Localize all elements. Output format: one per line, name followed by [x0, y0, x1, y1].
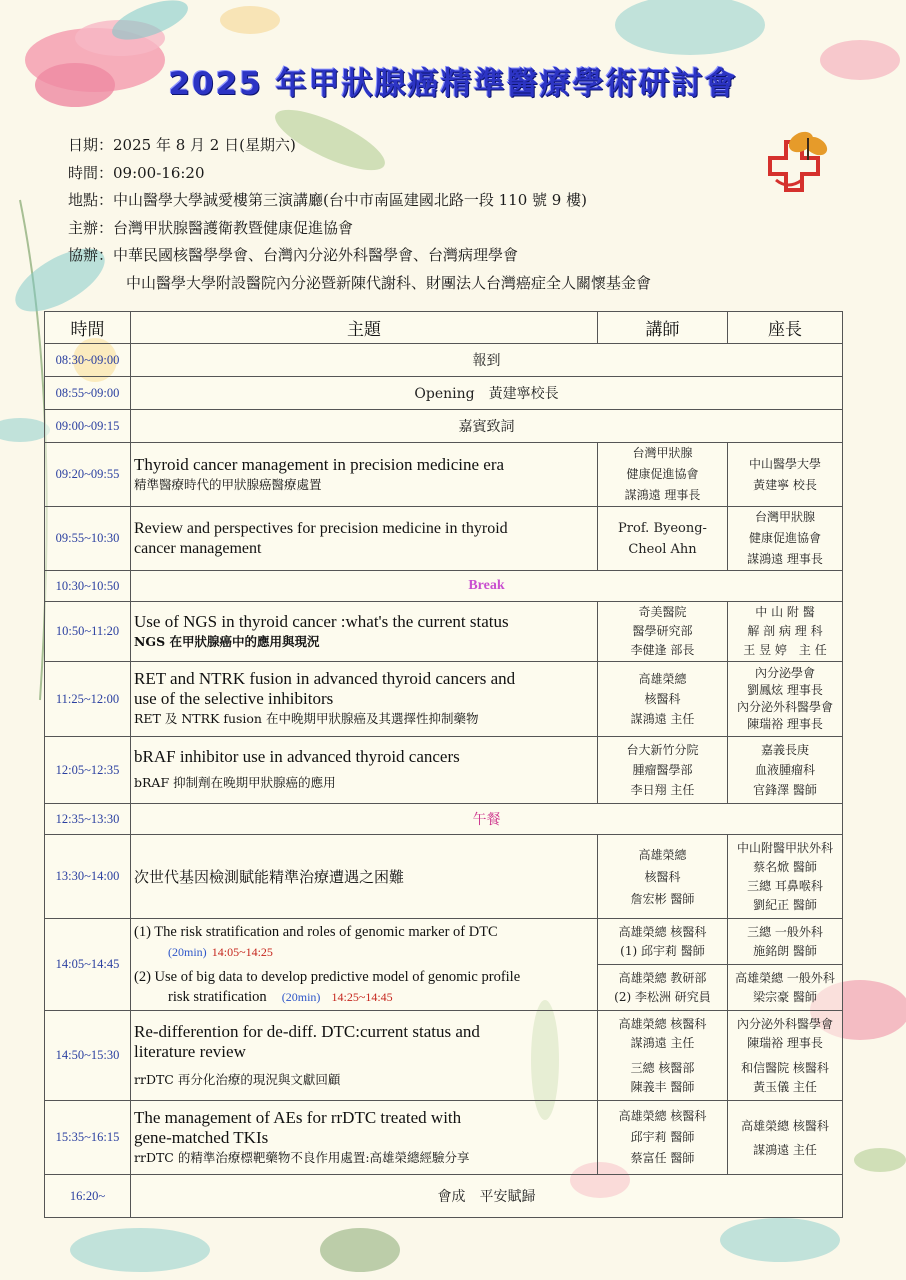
session-topic — [131, 919, 598, 1011]
session-time: 12:05~12:35 — [45, 737, 131, 804]
speaker-line: 詹宏彬 醫師 — [630, 891, 695, 906]
session-time: 10:30~10:50 — [45, 571, 131, 602]
topic-english: RET and NTRK fusion in advanced thyroid cancers and — [134, 669, 516, 688]
chair-line: 三總 一般外科 — [747, 924, 823, 939]
speaker-line: 台灣甲狀腺 — [632, 446, 693, 460]
session-speaker — [598, 737, 728, 804]
chair-line: 健康促進協會 — [748, 531, 821, 545]
topic-english: The management of AEs for rrDTC treated with — [134, 1107, 462, 1127]
chair-line: 內分泌外科醫學會 — [736, 1016, 833, 1031]
session-time: 15:35~16:15 — [45, 1101, 131, 1175]
session-time: 14:05~14:45 — [45, 919, 131, 1011]
session-topic — [131, 507, 598, 571]
chair-line: 謀鴻遠 理事長 — [747, 552, 823, 566]
topic-english-cont: gene-matched TKIs — [134, 1127, 269, 1147]
item-1-time: 14:05~14:25 — [211, 945, 273, 959]
schedule-table — [44, 311, 843, 1218]
table-row — [45, 1175, 843, 1218]
speaker-line: 高雄榮總 — [638, 672, 687, 686]
speaker-line: 三總 核醫部 — [630, 1060, 695, 1075]
speaker-line: 奇美醫院 — [638, 605, 687, 619]
session-chair — [728, 737, 843, 804]
topic-chinese: 次世代基因檢測賦能精準治療遭遇之困難 — [134, 867, 405, 886]
event-co-host-2: 中山醫學大學附設醫院內分泌暨新陳代謝科、財團法人台灣癌症全人關懷基金會 — [126, 273, 652, 292]
speaker-line: 腫瘤醫學部 — [632, 763, 693, 777]
session-topic — [131, 443, 598, 507]
session-chair — [728, 1011, 843, 1101]
session-topic — [131, 737, 598, 804]
session-time: 10:50~11:20 — [45, 602, 131, 662]
session-title: 會成 平安賦歸 — [131, 1175, 843, 1218]
session-speaker — [598, 662, 728, 737]
speaker-line: Prof. Byeong- — [618, 520, 707, 536]
event-host: 主辦：台灣甲狀腺醫護衛教暨健康促進協會 — [68, 218, 354, 237]
session-topic — [131, 835, 598, 919]
session-time: 09:00~09:15 — [45, 410, 131, 443]
session-speaker — [598, 1011, 728, 1101]
chair-line: 陳瑞裕 理事長 — [747, 1035, 823, 1050]
topic-chinese: RET 及 NTRK fusion 在中晚期甲狀腺癌及其選擇性抑制藥物 — [134, 711, 479, 726]
topic-chinese: NGS 在甲狀腺癌中的應用與現況 — [134, 633, 320, 649]
chair-line: 梁宗豪 醫師 — [753, 989, 817, 1004]
topic-english: Use of NGS in thyroid cancer :what's the current status — [134, 611, 509, 631]
chair-line: 劉紀正 醫師 — [753, 897, 817, 912]
table-row — [45, 377, 843, 410]
speaker-line: 謀鴻遠 理事長 — [624, 488, 701, 502]
speaker-line: 健康促進協會 — [626, 467, 699, 481]
table-row — [45, 919, 843, 965]
topic-english: bRAF inhibitor use in advanced thyroid cancers — [134, 747, 460, 766]
event-co-host: 協辦：中華民國核醫學學會、台灣內分泌外科醫學會、台灣病理學會 — [68, 246, 519, 264]
chair-line: 黃玉儀 主任 — [753, 1079, 817, 1094]
chair-line: 陳瑞裕 理事長 — [747, 717, 823, 731]
topic-chinese: rrDTC 的精準治療標靶藥物不良作用處置:高雄榮總經驗分享 — [134, 1149, 470, 1165]
session-time: 08:55~09:00 — [45, 377, 131, 410]
session-time: 16:20~ — [45, 1175, 131, 1218]
chair-line: 謀鴻遠 主任 — [753, 1142, 817, 1157]
event-date: 日期：2025 年 8 月 2 日(星期六) — [68, 136, 296, 154]
session-chair — [728, 662, 843, 737]
topic-english: Re-differention for de-diff. DTC:current status and — [134, 1021, 480, 1041]
chair-line: 血液腫瘤科 — [754, 763, 815, 777]
table-row — [45, 1101, 843, 1175]
speaker-line: 高雄榮總 — [638, 847, 687, 862]
item-2-time: 14:25~14:45 — [331, 990, 393, 1004]
chair-line: 台灣甲狀腺 — [754, 510, 815, 524]
table-row — [45, 835, 843, 919]
table-row — [45, 571, 843, 602]
chair-line: 王 昱 婷 主 任 — [743, 643, 827, 657]
session-speaker — [598, 507, 728, 571]
chair-line: 內分泌外科醫學會 — [736, 700, 833, 714]
session-time: 11:25~12:00 — [45, 662, 131, 737]
chair-line: 中山醫學大學 — [748, 456, 821, 471]
speaker-line: 謀鴻遠 主任 — [630, 712, 695, 726]
table-row — [45, 737, 843, 804]
item-2-duration: (20min) — [281, 990, 321, 1004]
speaker-line: 高雄榮總 教研部 — [618, 970, 707, 985]
session-topic — [131, 602, 598, 662]
chair-line: 中 山 附 醫 — [755, 605, 815, 619]
speaker-line: 陳義丰 醫師 — [630, 1079, 695, 1094]
table-row — [45, 1011, 843, 1101]
speaker-line: 台大新竹分院 — [626, 743, 699, 757]
speaker-line: 高雄榮總 核醫科 — [618, 924, 707, 939]
session-chair — [728, 443, 843, 507]
header-time: 時間 — [45, 312, 131, 344]
session-title: Opening 黃建寧校長 — [131, 377, 843, 410]
speaker-line: 核醫科 — [644, 869, 681, 884]
event-venue: 地點：中山醫學大學誠愛樓第三演講廳(台中市南區建國北路一段 110 號 9 樓) — [68, 191, 587, 209]
topic-chinese: 精準醫療時代的甲狀腺癌醫療處置 — [134, 476, 322, 492]
session-chair — [728, 507, 843, 571]
speaker-line: 邱宇莉 醫師 — [630, 1130, 695, 1144]
session-title: 報到 — [131, 344, 843, 377]
topic-chinese: bRAF 抑制劑在晚期甲狀腺癌的應用 — [134, 775, 336, 790]
chair-line: 嘉義長庚 — [760, 743, 809, 757]
session-time: 08:30~09:00 — [45, 344, 131, 377]
event-info — [68, 132, 651, 297]
session-chair — [728, 965, 843, 1011]
chair-line: 高雄榮總 核醫科 — [741, 1118, 829, 1133]
session-speaker — [598, 443, 728, 507]
chair-line: 劉鳳炫 理事長 — [747, 683, 823, 697]
chair-line: 黃建寧 校長 — [753, 477, 817, 492]
session-time: 14:50~15:30 — [45, 1011, 131, 1101]
session-chair — [728, 919, 843, 965]
event-time: 時間：09:00-16:20 — [68, 163, 205, 182]
chair-line: 解 剖 病 理 科 — [747, 624, 823, 638]
topic-english: Review and perspectives for precision medicine in thyroid — [134, 519, 508, 537]
table-row — [45, 344, 843, 377]
speaker-line: 李健逢 部長 — [630, 643, 695, 657]
table-header-row — [45, 312, 843, 344]
table-row — [45, 410, 843, 443]
table-row — [45, 804, 843, 835]
chair-line: 和信醫院 核醫科 — [741, 1060, 829, 1075]
topic-item-2-cont: risk stratification — [168, 989, 267, 1005]
break-label: Break — [131, 571, 843, 602]
table-row — [45, 443, 843, 507]
session-speaker — [598, 602, 728, 662]
speaker-line: Cheol Ahn — [628, 541, 697, 557]
session-speaker — [598, 965, 728, 1011]
table-row — [45, 602, 843, 662]
session-time: 13:30~14:00 — [45, 835, 131, 919]
header-chair: 座長 — [728, 312, 843, 344]
session-topic — [131, 1011, 598, 1101]
topic-item-2: (2) Use of big data to develop predictive model of genomic profile — [134, 969, 521, 985]
speaker-line: 高雄榮總 核醫科 — [618, 1016, 707, 1031]
speaker-line: 李日翔 主任 — [630, 783, 695, 797]
header-topic: 主題 — [131, 312, 598, 344]
chair-line: 官鋒澤 醫師 — [753, 783, 817, 797]
item-1-duration: (20min) — [168, 945, 207, 959]
session-speaker — [598, 919, 728, 965]
session-time: 12:35~13:30 — [45, 804, 131, 835]
session-topic — [131, 662, 598, 737]
session-time: 09:20~09:55 — [45, 443, 131, 507]
chair-line: 內分泌學會 — [754, 666, 815, 680]
table-row — [45, 507, 843, 571]
butterfly-cross-logo-icon — [746, 120, 830, 216]
speaker-line: (1) 邱宇莉 醫師 — [620, 943, 705, 958]
speaker-line: 醫學研究部 — [632, 624, 693, 638]
topic-item-1: (1) The risk stratification and roles of genomic marker of DTC — [134, 924, 498, 940]
topic-english-cont: literature review — [134, 1041, 246, 1061]
topic-english-cont: use of the selective inhibitors — [134, 689, 334, 708]
session-time: 09:55~10:30 — [45, 507, 131, 571]
session-title: 嘉賓致詞 — [131, 410, 843, 443]
header-speaker: 講師 — [598, 312, 728, 344]
session-chair — [728, 835, 843, 919]
session-chair — [728, 602, 843, 662]
chair-line: 施銘朗 醫師 — [753, 943, 817, 958]
lunch-label: 午餐 — [131, 804, 843, 835]
session-speaker — [598, 835, 728, 919]
chair-line: 蔡名焮 醫師 — [753, 859, 817, 874]
speaker-line: 高雄榮總 核醫科 — [618, 1109, 707, 1123]
chair-line: 中山附醫甲狀外科 — [736, 840, 833, 855]
topic-english-cont: cancer management — [134, 539, 262, 557]
speaker-line: (2) 李松洲 研究員 — [614, 989, 711, 1004]
session-chair — [728, 1101, 843, 1175]
session-speaker — [598, 1101, 728, 1175]
table-row — [45, 662, 843, 737]
topic-english: Thyroid cancer management in precision medicine era — [134, 454, 505, 474]
chair-line: 高雄榮總 一般外科 — [735, 970, 835, 985]
session-topic — [131, 1101, 598, 1175]
chair-line: 三總 耳鼻喉科 — [747, 878, 823, 893]
speaker-line: 核醫科 — [644, 692, 681, 706]
page-title: 2025 年甲狀腺癌精準醫療學術研討會 — [168, 66, 738, 102]
speaker-line: 謀鴻遠 主任 — [630, 1035, 695, 1050]
speaker-line: 蔡富任 醫師 — [630, 1151, 695, 1165]
topic-chinese: rrDTC 再分化治療的現況與文獻回顧 — [134, 1071, 341, 1087]
